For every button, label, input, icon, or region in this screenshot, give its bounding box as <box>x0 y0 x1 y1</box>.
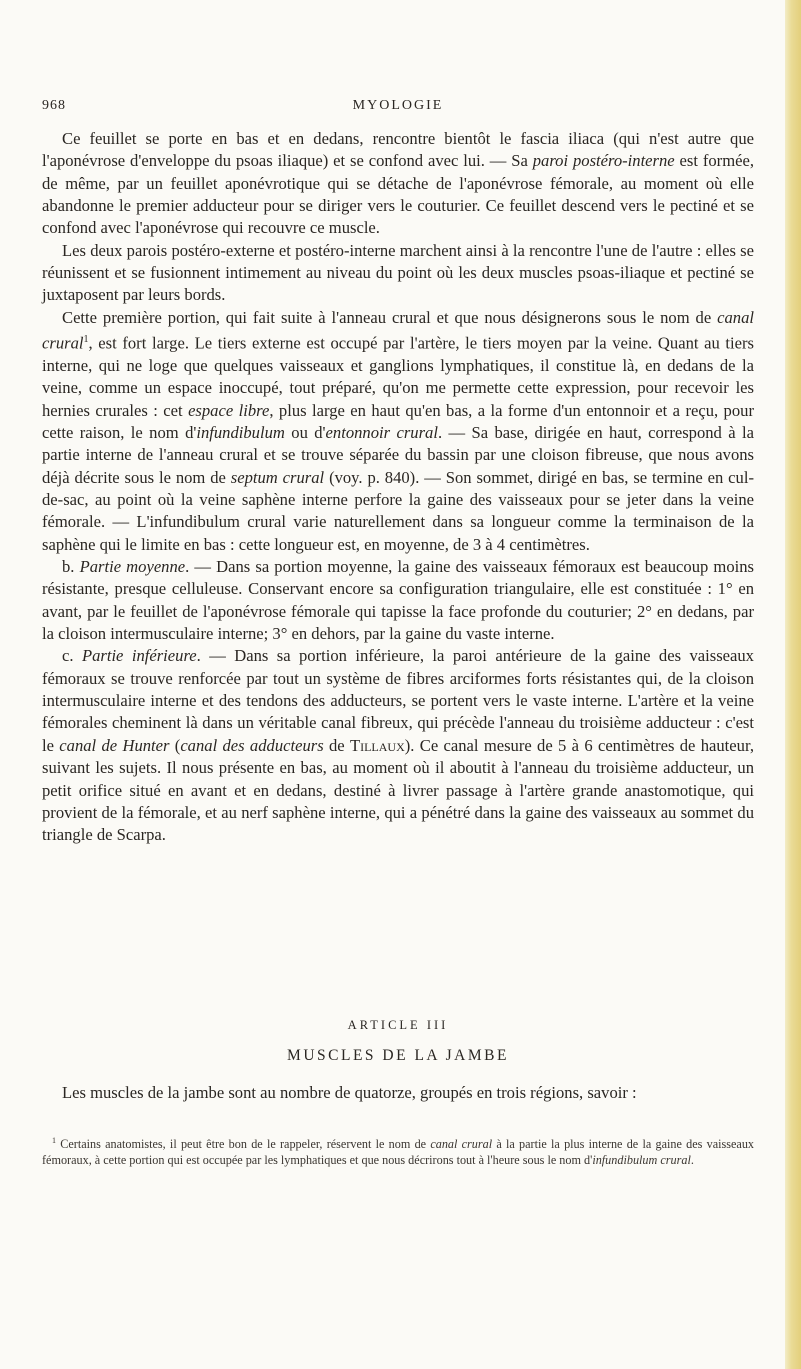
emphasis: canal crural <box>42 307 754 353</box>
paragraph <box>42 128 754 240</box>
emphasis: infundibulum <box>196 423 285 442</box>
text-run: . — Dans sa portion inférieure, la paroi antérieure de la gaine des vaisseaux fémoraux se trouve renforcée par tout un système de fibres arciformes forts résistantes qui, de la cloison intermusculaire interne et des tendons des adducteurs, se portent vers le vaste interne. L'artère et la veine fémorales cheminent là dans un véritable canal fibreux, qui précède l'anneau du troisième adducteur : c'est le <box>42 646 754 755</box>
text-run: . — Sa base, dirigée en haut, correspond à la partie interne de l'anneau crural et se trouve séparée du bassin par une cloison fibreuse, que nous avons déjà décrite sous le nom de <box>42 423 754 487</box>
article-label: ARTICLE III <box>347 1018 449 1032</box>
emphasis: canal de Hunter <box>59 735 170 755</box>
emphasis: Partie inférieure <box>81 646 197 666</box>
footnote-mark: 1 <box>52 1136 56 1145</box>
text-run: , plus large en haut qu'en bas, a la forme d'un entonnoir et a reçu, pour cette raison, le nom d' <box>42 400 754 442</box>
text-run: est formée, de même, par un feuillet aponévrotique qui se détache de l'aponévrose fémorale, au moment où elle abandonne le premier adducteur pour se diriger vers le couturier. Ce feuillet descend vers le pectiné et se confond avec l'aponévrose qui recouvre ce muscle. <box>42 151 754 238</box>
emphasis: septum crural <box>230 467 325 487</box>
footnote-text <box>42 1133 754 1168</box>
emphasis: Partie moyenne <box>79 557 186 577</box>
text-run: c. <box>62 646 82 666</box>
paragraph <box>42 307 754 556</box>
text-run: Certains anatomistes, il peut être bon de le rappeler, réservent le nom de <box>56 1137 431 1152</box>
author-name: Tillaux <box>349 735 405 755</box>
paragraph <box>42 645 754 846</box>
emphasis: entonnoir crural <box>325 423 438 442</box>
page-edge <box>785 0 801 1369</box>
paragraph: Les deux parois postéro-externe et postéro-interne marchent ainsi à la rencontre l'une de l'autre : elles se réunissent et se fusionnent intimement au niveau du point où les deux muscles psoas-iliaque et pectiné se juxtaposent par leurs bords. <box>42 240 754 305</box>
text-run: ). Ce canal mesure de 5 à 6 centimètres de hauteur, suivant les sujets. Il nous présente en bas, au moment où il aboutit à l'anneau du troisième adducteur, un petit orifice situé en avant et en dedans, destiné à livrer passage à l'artère grande anastomotique, qui provient de la fémorale, et au nerf saphène interne, qui a pénétré dans la gaine des vaisseaux au sommet du triangle de Scarpa. <box>42 735 754 845</box>
text-run: b. <box>62 557 80 577</box>
emphasis: espace libre <box>188 400 270 420</box>
page-number: 968 <box>42 98 66 113</box>
section-title: MUSCLES DE LA JAMBE <box>287 1047 509 1064</box>
text-run: à la partie la plus interne de la gaine des vaisseaux fémoraux, à cette portion qui est occupée par les lymphatiques et que nous décrirons tout à l'heure sous le nom d' <box>42 1137 755 1167</box>
text-run: de <box>323 735 350 755</box>
text-run: . <box>690 1152 694 1167</box>
text-run: ou d' <box>284 423 326 442</box>
text-run: Ce feuillet se porte en bas et en dedans, rencontre bientôt le fascia iliaca (qui n'est autre que l'aponévrose d'enveloppe du psoas iliaque) et se confond avec lui. — Sa <box>42 129 754 171</box>
emphasis: paroi postéro-interne <box>532 151 675 171</box>
text-run: (voy. p. 840). — Son sommet, dirigé en bas, se termine en cul-de-sac, au point où la veine saphène interne perfore la gaine des vaisseaux pour se jeter dans la veine fémorale. — L'infundibulum crural varie naturellement dans sa longueur comme la terminaison de la saphène qui le limite en bas : cette longueur est, en moyenne, de 3 à 4 centimètres. <box>42 467 754 554</box>
footnote-ref[interactable]: 1 <box>83 334 89 346</box>
section-intro <box>42 1082 754 1104</box>
text-run: , est fort large. Le tiers externe est occupé par l'artère, le tiers moyen par la veine. Quant au tiers interne, qui ne loge que quelques vaisseaux et ganglions lymphatiques, il constitue là, en dedans de la veine, comme un espace inoccupé, tout préparé, qu'on me permette cette expression, pour recevoir les hernies crurales : cet <box>42 333 754 420</box>
paragraph <box>42 556 754 645</box>
emphasis: canal crural <box>430 1137 493 1152</box>
text-run: Cette première portion, qui fait suite à l'anneau crural et que nous désignerons sous le nom de <box>62 307 718 327</box>
paragraph: Les muscles de la jambe sont au nombre de quatorze, groupés en trois régions, savoir : <box>62 1083 637 1102</box>
running-title: MYOLOGIE <box>352 98 444 113</box>
emphasis: canal des adducteurs <box>180 735 324 755</box>
text-run: ( <box>169 735 181 755</box>
body-text <box>42 128 754 847</box>
page-header <box>42 98 754 118</box>
emphasis: infundibulum crural <box>592 1152 691 1167</box>
footnote <box>42 1133 754 1168</box>
text-run: . — Dans sa portion moyenne, la gaine des vaisseaux fémoraux est beaucoup moins résistante, presque celluleuse. Conservant encore sa configuration triangulaire, elle est constituée : 1° en avant, par le feuillet de l'aponévrose fémorale qui tapisse la face profonde du couturier; 2° en dedans, par la cloison intermusculaire interne; 3° en dehors, par la gaine du vaste interne. <box>42 557 754 644</box>
